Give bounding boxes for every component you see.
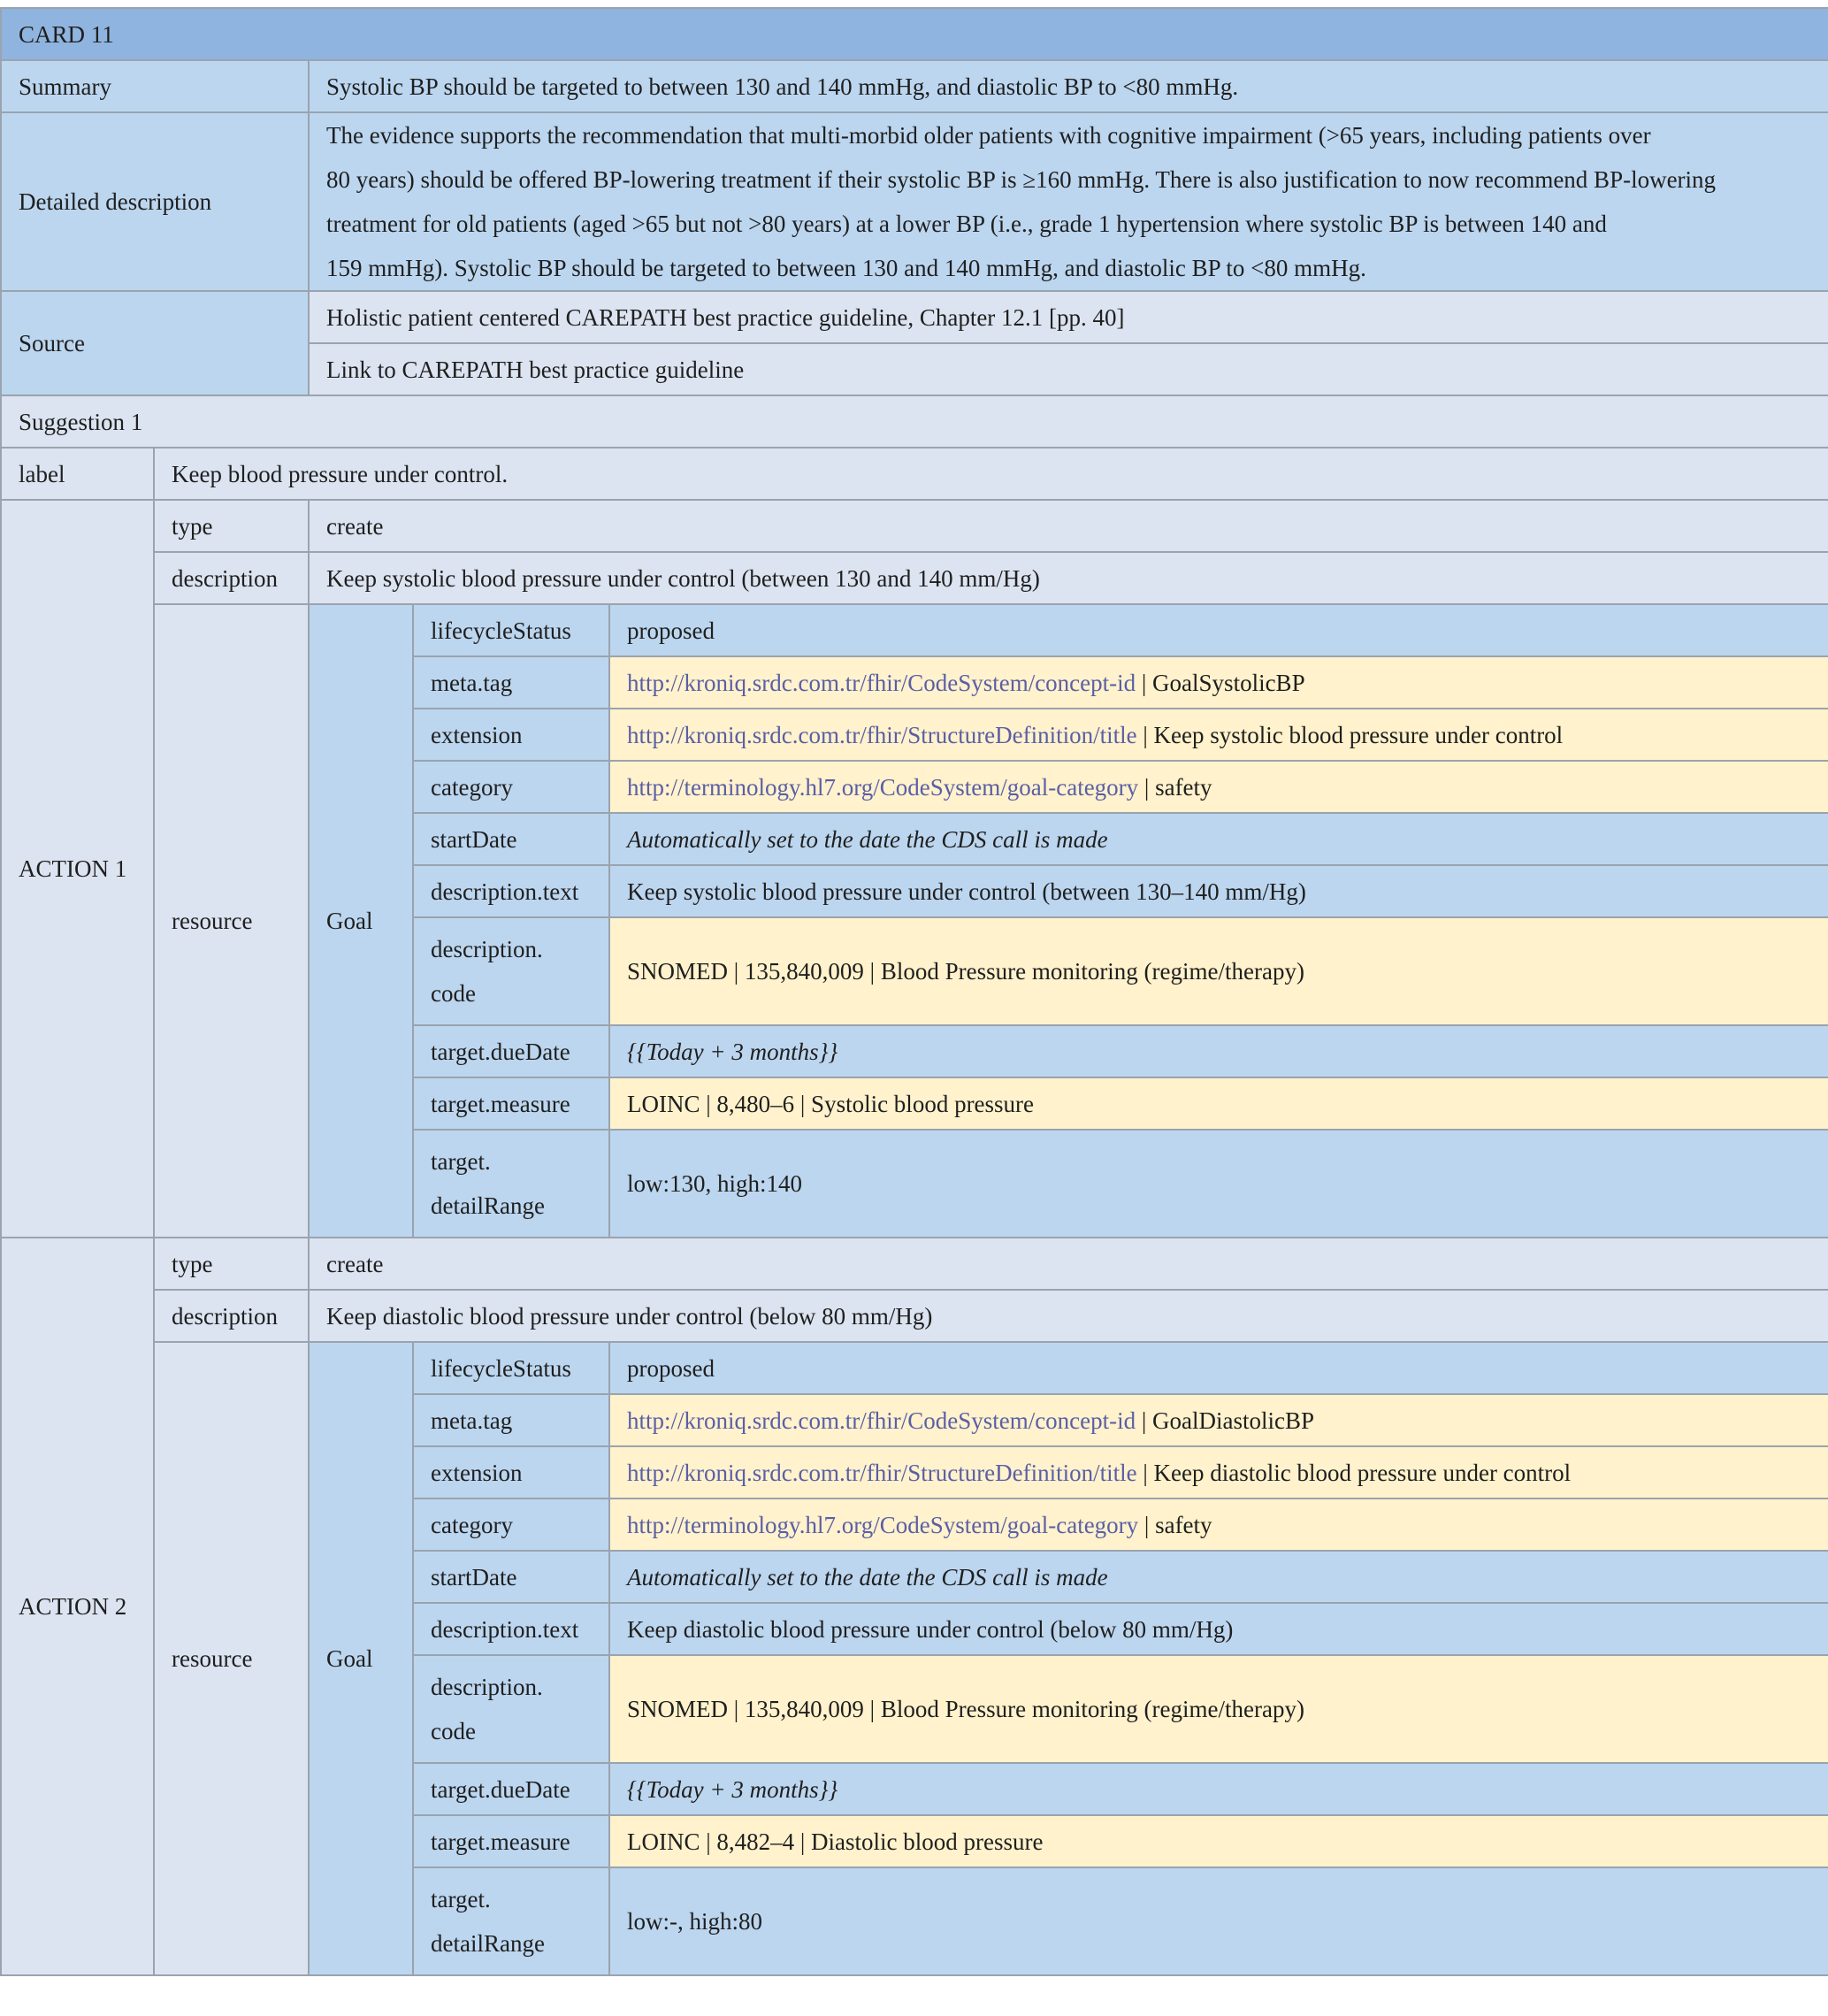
- action-1-category-value: [609, 761, 1828, 813]
- detailed-line-4: 159 mmHg). Systolic BP should be targeted to between 130 and 140 mmHg, and diastolic BP to <80 mmHg.: [326, 255, 1366, 281]
- source-guideline-link[interactable]: Link to CAREPATH best practice guideline: [309, 343, 1828, 395]
- detailed-line-3: treatment for old patients (aged >65 but not >80 years) at a lower BP (i.e., grade 1 hypertension where systolic BP is between 140 and: [326, 211, 1607, 237]
- action-2-range-key-line-2: detailRange: [431, 1930, 545, 1957]
- action-1-desccode-key: [413, 917, 609, 1025]
- action-1-lifecycle-key: lifecycleStatus: [413, 604, 609, 656]
- action-2-startdate-value: Automatically set to the date the CDS call is made: [609, 1551, 1828, 1603]
- action-2-category-key: category: [413, 1499, 609, 1551]
- action-2-desccode-key: [413, 1655, 609, 1763]
- action-1-category-key: category: [413, 761, 609, 813]
- action-1-category-code: | safety: [1138, 773, 1212, 801]
- action-1-type-value: create: [309, 500, 1828, 552]
- suggestion-label-key: label: [1, 448, 154, 500]
- card-title: CARD 11: [1, 8, 1828, 60]
- suggestion-label-value: Keep blood pressure under control.: [154, 448, 1828, 500]
- action-1-range-value: low:130, high:140: [609, 1130, 1828, 1238]
- action-2-lifecycle-key: lifecycleStatus: [413, 1342, 609, 1394]
- action-1-startdate-key: startDate: [413, 813, 609, 865]
- action-1-extension-key: extension: [413, 709, 609, 761]
- action-1-desccode-key-line-1: description.: [431, 936, 543, 962]
- detailed-line-1: The evidence supports the recommendation that multi-morbid older patients with cognitive impairment (>65 years, including patients over: [326, 122, 1651, 149]
- action-1-category-link[interactable]: http://terminology.hl7.org/CodeSystem/goal-category: [627, 773, 1139, 801]
- action-1-type-key: type: [154, 500, 309, 552]
- action-1-meta-code: | GoalSystolicBP: [1136, 669, 1305, 696]
- action-2-goal-label: Goal: [309, 1342, 413, 1975]
- action-1-extension-value: [609, 709, 1828, 761]
- action-1-meta-link[interactable]: http://kroniq.srdc.com.tr/fhir/CodeSystem/concept-id: [627, 669, 1136, 696]
- summary-text: Systolic BP should be targeted to between 130 and 140 mmHg, and diastolic BP to <80 mmHg.: [309, 60, 1828, 112]
- action-1-desctext-key: description.text: [413, 865, 609, 917]
- action-2-desctext-value: Keep diastolic blood pressure under control (below 80 mm/Hg): [609, 1603, 1828, 1655]
- action-2-description-value: Keep diastolic blood pressure under control (below 80 mm/Hg): [309, 1290, 1828, 1342]
- source-guideline-chapter: Holistic patient centered CAREPATH best practice guideline, Chapter 12.1 [pp. 40]: [309, 291, 1828, 343]
- action-1-description-value: Keep systolic blood pressure under control (between 130 and 140 mm/Hg): [309, 552, 1828, 604]
- detailed-description-label: Detailed description: [1, 112, 309, 291]
- action-2-measure-value: LOINC | 8,482–4 | Diastolic blood pressure: [609, 1815, 1828, 1867]
- action-1-measure-value: LOINC | 8,480–6 | Systolic blood pressure: [609, 1077, 1828, 1130]
- action-1-desccode-value: SNOMED | 135,840,009 | Blood Pressure monitoring (regime/therapy): [609, 917, 1828, 1025]
- action-2-desccode-value: SNOMED | 135,840,009 | Blood Pressure monitoring (regime/therapy): [609, 1655, 1828, 1763]
- action-1-extension-text: | Keep systolic blood pressure under control: [1136, 721, 1564, 748]
- action-2-extension-value: [609, 1446, 1828, 1499]
- source-label: Source: [1, 291, 309, 395]
- action-1-resource-key: resource: [154, 604, 309, 1238]
- action-2-extension-key: extension: [413, 1446, 609, 1499]
- detailed-line-2: 80 years) should be offered BP-lowering treatment if their systolic BP is ≥160 mmHg. There is also justification to now recommend BP-lowering: [326, 166, 1717, 193]
- action-2-extension-text: | Keep diastolic blood pressure under control: [1136, 1459, 1572, 1486]
- action-2-desccode-key-line-2: code: [431, 1718, 476, 1744]
- action-1-desctext-value: Keep systolic blood pressure under control (between 130–140 mm/Hg): [609, 865, 1828, 917]
- action-2-extension-link[interactable]: http://kroniq.srdc.com.tr/fhir/StructureDefinition/title: [627, 1459, 1137, 1486]
- action-2-desccode-key-line-1: description.: [431, 1674, 543, 1700]
- detailed-description-text: [309, 112, 1828, 291]
- action-1-description-key: description: [154, 552, 309, 604]
- action-2-description-key: description: [154, 1290, 309, 1342]
- action-2-type-value: create: [309, 1238, 1828, 1290]
- action-2-meta-code: | GoalDiastolicBP: [1136, 1407, 1315, 1434]
- action-2-category-link[interactable]: http://terminology.hl7.org/CodeSystem/goal-category: [627, 1511, 1139, 1538]
- action-1-goal-label: Goal: [309, 604, 413, 1238]
- action-1-duedate-key: target.dueDate: [413, 1025, 609, 1077]
- summary-label: Summary: [1, 60, 309, 112]
- action-2-label: ACTION 2: [1, 1238, 154, 1975]
- action-2-startdate-key: startDate: [413, 1551, 609, 1603]
- action-1-meta-key: meta.tag: [413, 656, 609, 709]
- action-2-type-key: type: [154, 1238, 309, 1290]
- action-1-range-key-line-2: detailRange: [431, 1192, 545, 1219]
- action-1-desccode-key-line-2: code: [431, 980, 476, 1007]
- action-2-duedate-key: target.dueDate: [413, 1763, 609, 1815]
- suggestion-title: Suggestion 1: [1, 395, 1828, 448]
- action-2-meta-key: meta.tag: [413, 1394, 609, 1446]
- action-2-category-value: [609, 1499, 1828, 1551]
- action-1-range-key: [413, 1130, 609, 1238]
- action-1-extension-link[interactable]: http://kroniq.srdc.com.tr/fhir/StructureDefinition/title: [627, 721, 1137, 748]
- action-2-range-key: [413, 1867, 609, 1975]
- action-1-lifecycle-value: proposed: [609, 604, 1828, 656]
- action-2-lifecycle-value: proposed: [609, 1342, 1828, 1394]
- action-2-range-value: low:-, high:80: [609, 1867, 1828, 1975]
- action-2-meta-link[interactable]: http://kroniq.srdc.com.tr/fhir/CodeSystem/concept-id: [627, 1407, 1136, 1434]
- action-2-meta-value: [609, 1394, 1828, 1446]
- action-1-meta-value: [609, 656, 1828, 709]
- action-2-range-key-line-1: target.: [431, 1886, 491, 1913]
- action-2-resource-key: resource: [154, 1342, 309, 1975]
- action-1-startdate-value: Automatically set to the date the CDS call is made: [609, 813, 1828, 865]
- action-1-label: ACTION 1: [1, 500, 154, 1238]
- action-1-duedate-value: {{Today + 3 months}}: [609, 1025, 1828, 1077]
- action-2-duedate-value: {{Today + 3 months}}: [609, 1763, 1828, 1815]
- action-1-range-key-line-1: target.: [431, 1148, 491, 1175]
- card-table: [0, 7, 1828, 1976]
- action-2-category-code: | safety: [1138, 1511, 1212, 1538]
- action-2-desctext-key: description.text: [413, 1603, 609, 1655]
- action-1-measure-key: target.measure: [413, 1077, 609, 1130]
- action-2-measure-key: target.measure: [413, 1815, 609, 1867]
